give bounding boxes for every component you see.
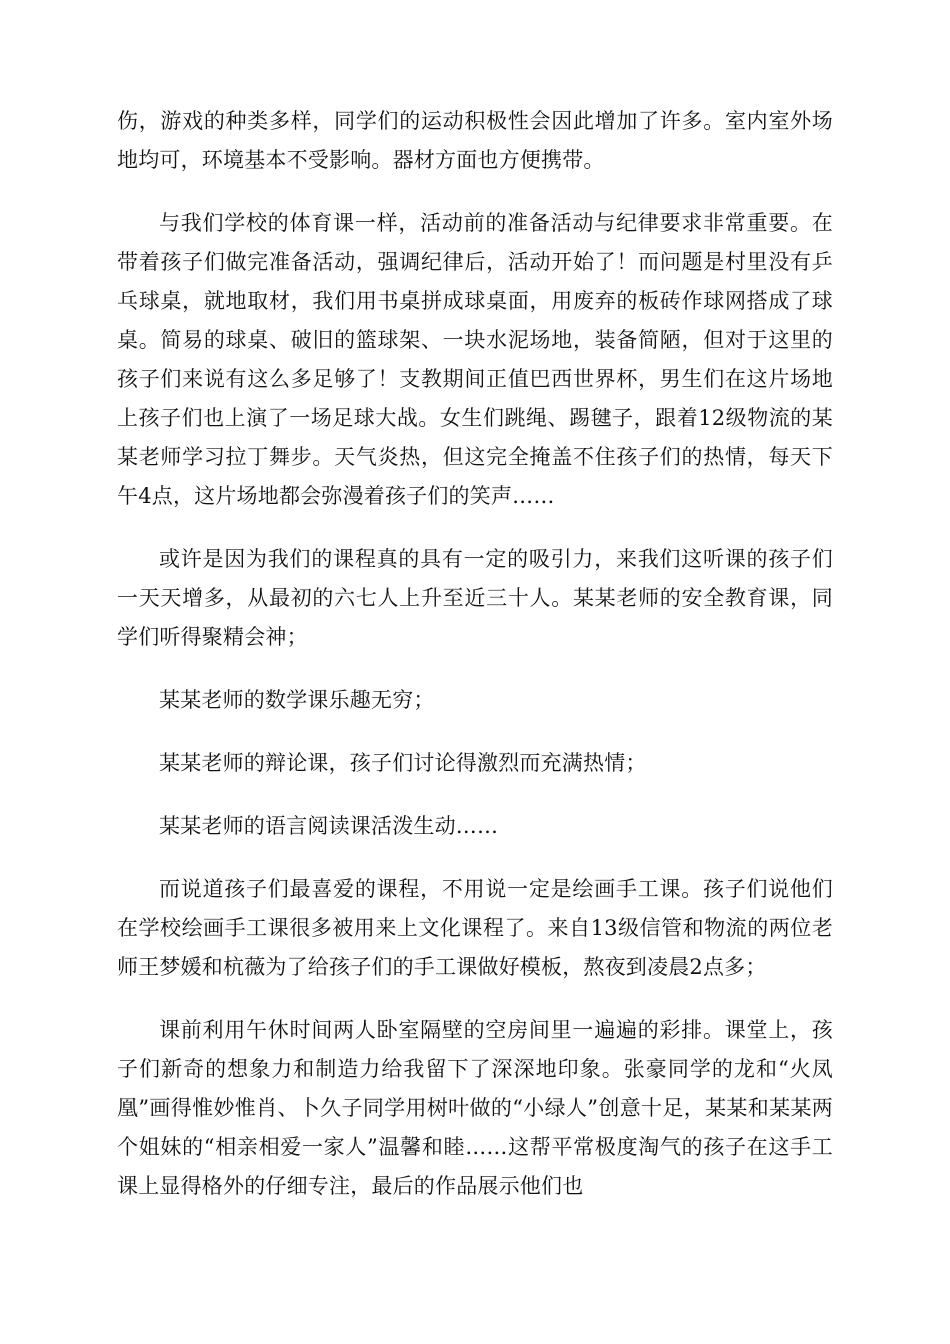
paragraph-2: 与我们学校的体育课一样，活动前的准备活动与纪律要求非常重要。在带着孩子们做完准备活动，强调纪律后，活动开始了！而问题是村里没有乒乓球桌，就地取材，我们用书桌拼成球桌面，用废弃的板砖作球网搭成了球桌。简易的球桌、破旧的篮球架、一块水泥场地，装备简陋，但对于这里的孩子们来说有这么多足够了！支教期间正值巴西世界杯，男生们在这片场地上孩子们也上演了一场足球大战。女生们跳绳、踢毽子，跟着12级物流的某某老师学习拉丁舞步。天气炎热，但这完全掩盖不住孩子们的热情，每天下午4点，这片场地都会弥漫着孩子们的笑声…… xyxy=(117,211,833,508)
paragraph-4: 某某老师的数学课乐趣无穷； xyxy=(159,688,435,712)
document-body xyxy=(117,102,833,1230)
paragraph-6: 某某老师的语言阅读课活泼生动…… xyxy=(159,814,499,838)
paragraph-1: 伤，游戏的种类多样，同学们的运动积极性会因此增加了许多。室内室外场地均可，环境基本不受影响。器材方面也方便携带。 xyxy=(117,109,833,172)
paragraph-8: 课前利用午休时间两人卧室隔壁的空房间里一遍遍的彩排。课堂上，孩子们新奇的想象力和制造力给我留下了深深地印象。张豪同学的龙和“火凤凰”画得惟妙惟肖、卜久子同学用树叶做的“小绿人”创意十足，某某和某某两个姐妹的“相亲相爱一家人”温馨和睦……这帮平常极度淘气的孩子在这手工课上显得格外的仔细专注，最后的作品展示他们也 xyxy=(117,1018,833,1198)
paragraph-5: 某某老师的辩论课，孩子们讨论得激烈而充满热情； xyxy=(159,751,647,775)
paragraph-7: 而说道孩子们最喜爱的课程，不用说一定是绘画手工课。孩子们说他们在学校绘画手工课很多被用来上文化课程了。来自13级信管和物流的两位老师王梦媛和杭薇为了给孩子们的手工课做好模板，熬夜到凌晨2点多； xyxy=(117,877,833,979)
paragraph-3: 或许是因为我们的课程真的具有一定的吸引力，来我们这听课的孩子们一天天增多，从最初的六七人上升至近三十人。某某老师的安全教育课，同学们听得聚精会神； xyxy=(117,547,833,649)
